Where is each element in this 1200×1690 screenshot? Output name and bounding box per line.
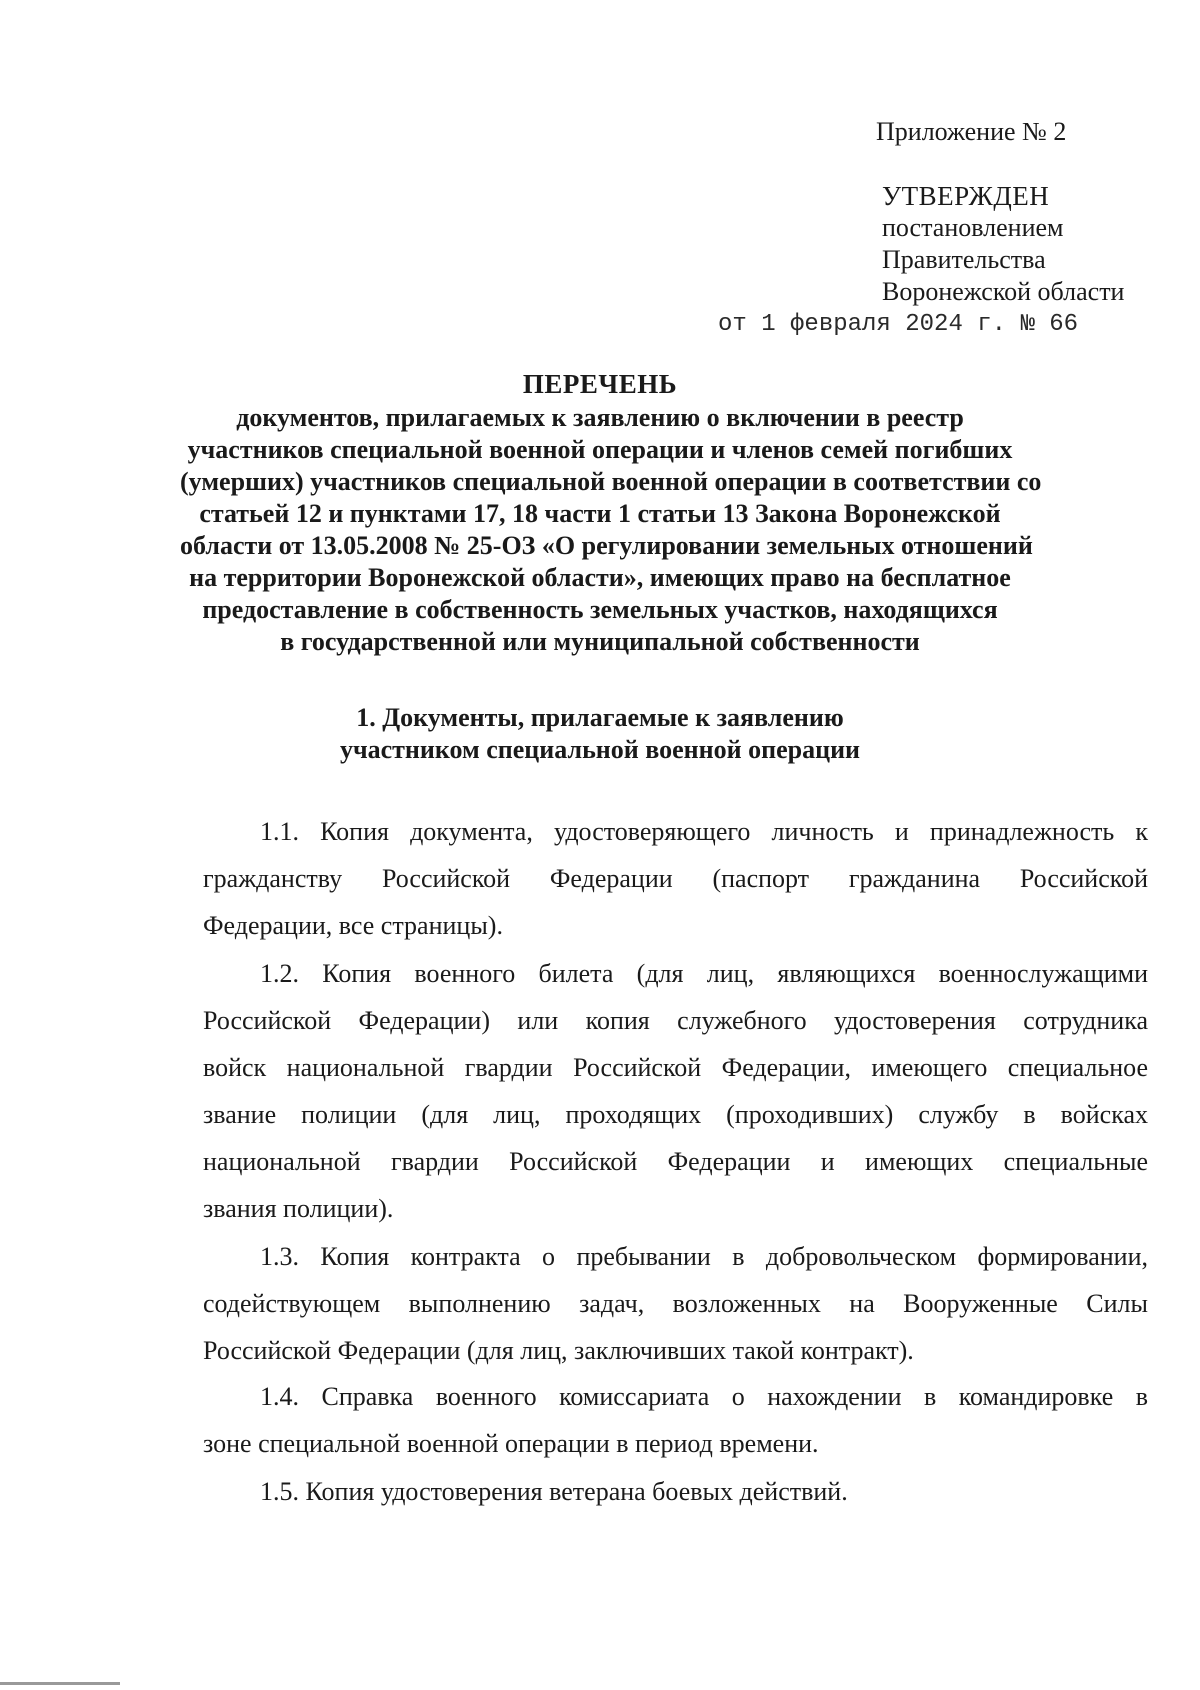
approval-by-line-3: Воронежской области xyxy=(882,277,1125,306)
section-heading-line: участником специальной военной операции xyxy=(339,735,861,764)
subtitle-line: статьей 12 и пунктами 17, 18 части 1 статьи 13 Закона Воронежской xyxy=(199,499,1001,528)
approval-block xyxy=(882,180,1124,308)
paragraph-line: Российской Федерации (для лиц, заключивших такой контракт). xyxy=(203,1336,914,1365)
subtitle-line: участников специальной военной операции и членов семей погибших xyxy=(187,435,1013,464)
list-item-1-2 xyxy=(203,950,1148,1232)
section-heading-line: 1. Документы, прилагаемые к заявлению xyxy=(356,703,844,732)
section-1-heading xyxy=(180,702,1020,766)
subtitle-line: предоставление в собственность земельных участков, находящихся xyxy=(202,595,998,624)
subtitle-line: (умерших) участников специальной военной операции в соответствии со xyxy=(180,467,1042,496)
document-title: ПЕРЕЧЕНЬ xyxy=(522,369,678,399)
paragraph-line: гражданству Российской Федерации (паспорт гражданина Российской xyxy=(203,864,1148,893)
list-item-1-3 xyxy=(203,1233,1148,1374)
appendix-label: Приложение № 2 xyxy=(876,117,1067,146)
paragraph-line: звания полиции). xyxy=(203,1194,394,1223)
paragraph-line: Российской Федерации) или копия служебного удостоверения сотрудника xyxy=(203,1006,1148,1035)
paragraph-line: войск национальной гвардии Российской Федерации, имеющего специальное xyxy=(203,1053,1148,1082)
approval-by-line-2: Правительства xyxy=(882,245,1046,274)
subtitle-line: на территории Воронежской области», имеющих право на бесплатное xyxy=(189,563,1011,592)
list-item-1-5 xyxy=(203,1468,1148,1515)
list-item-1-1 xyxy=(203,808,1148,949)
paragraph-line: 1.3. Копия контракта о пребывании в добровольческом формировании, xyxy=(260,1242,1148,1271)
subtitle-line: документов, прилагаемых к заявлению о включении в реестр xyxy=(236,403,964,432)
paragraph-line: звание полиции (для лиц, проходящих (проходивших) службу в войсках xyxy=(203,1100,1148,1129)
scan-edge-mark xyxy=(0,1682,120,1685)
paragraph-line: 1.4. Справка военного комиссариата о нахождении в командировке в xyxy=(260,1382,1148,1411)
approval-stamp-word: УТВЕРЖДЕН xyxy=(882,181,1050,211)
paragraph-line: 1.5. Копия удостоверения ветерана боевых действий. xyxy=(260,1477,848,1506)
paragraph-line: национальной гвардии Российской Федерации и имеющих специальные xyxy=(203,1147,1148,1176)
paragraph-line: 1.2. Копия военного билета (для лиц, являющихся военнослужащими xyxy=(260,959,1148,988)
paragraph-line: зоне специальной военной операции в период времени. xyxy=(203,1429,819,1458)
decree-reference: от 1 февраля 2024 г. № 66 xyxy=(718,311,1079,338)
paragraph-line: 1.1. Копия документа, удостоверяющего личность и принадлежность к xyxy=(260,817,1148,846)
document-subtitle xyxy=(180,402,1042,658)
paragraph-line: Федерации, все страницы). xyxy=(203,911,503,940)
paragraph-line: содействующем выполнению задач, возложенных на Вооруженные Силы xyxy=(203,1289,1148,1318)
subtitle-line: в государственной или муниципальной собственности xyxy=(280,627,920,656)
approval-by-line-1: постановлением xyxy=(882,213,1064,242)
list-item-1-4 xyxy=(203,1373,1148,1467)
subtitle-line: области от 13.05.2008 № 25-ОЗ «О регулировании земельных отношений xyxy=(180,531,1033,560)
